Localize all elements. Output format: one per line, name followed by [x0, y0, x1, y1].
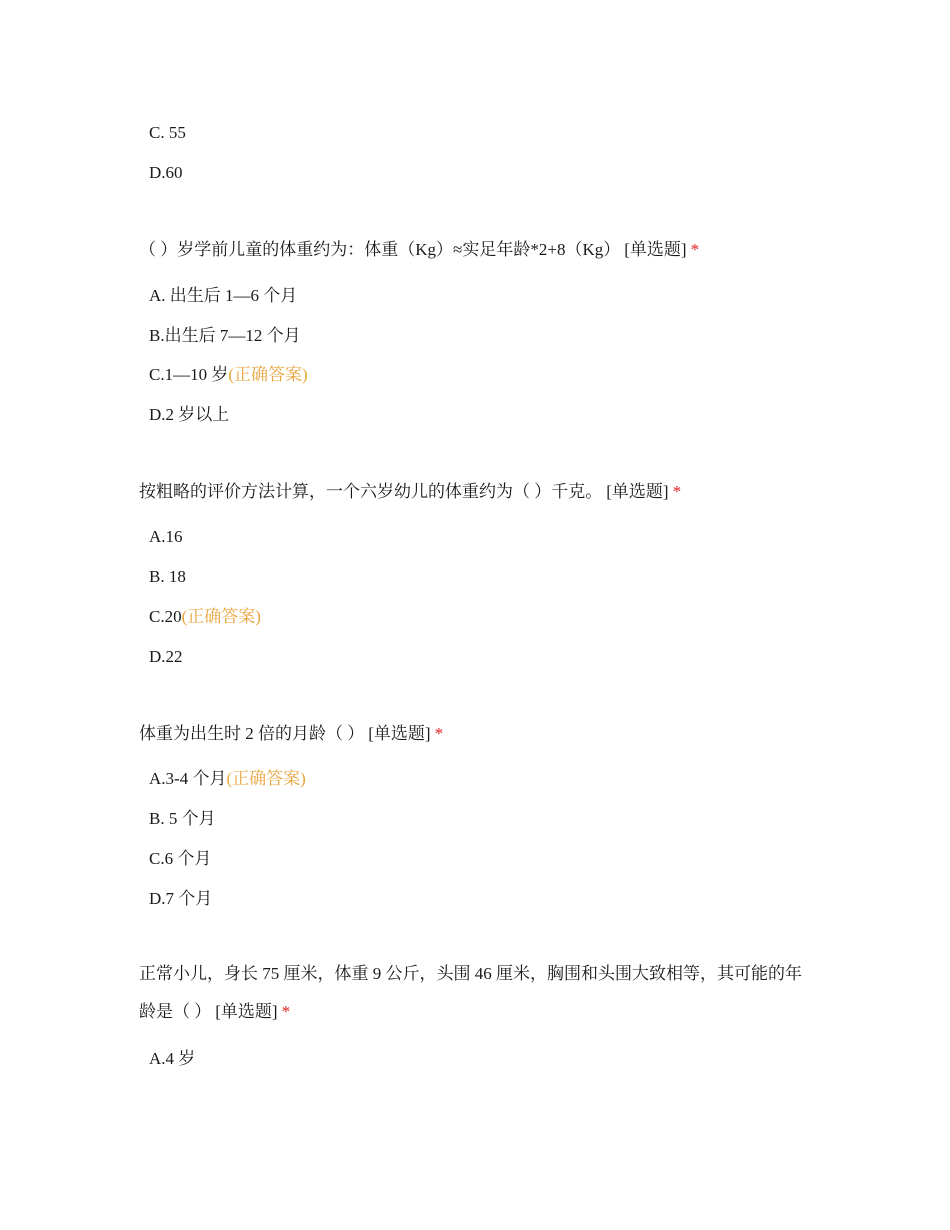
question-2-title [139, 473, 819, 511]
question-text: （ ）岁学前儿童的体重约为：体重（Kg）≈实足年龄*2+8（Kg） [139, 240, 621, 259]
question-1-option-b: B.出生后 7—12 个月 [149, 326, 301, 345]
question-2-option-d: D.22 [149, 647, 183, 666]
question-3-option-c: C.6 个月 [149, 849, 212, 868]
question-3-title [139, 715, 819, 753]
question-text: 按粗略的评价方法计算，一个六岁幼儿的体重约为（ ）千克。 [139, 482, 603, 501]
required-mark: * [434, 724, 444, 743]
question-2-option-a: A.16 [149, 527, 183, 546]
required-mark: * [690, 240, 700, 259]
question-1-option-d: D.2 岁以上 [149, 405, 230, 424]
question-2-option-b: B. 18 [149, 567, 186, 586]
question-text: 正常小儿，身长 75 厘米，体重 9 公斤，头围 46 厘米，胸围和头围大致相等，其可能的年龄是（ ） [139, 964, 802, 1021]
question-2-option-c: C.20(正确答案) [149, 607, 261, 626]
question-1-option-c: C.1—10 岁(正确答案) [149, 365, 308, 384]
question-3-option-b: B. 5 个月 [149, 809, 216, 828]
question-3-option-a: A.3-4 个月(正确答案) [149, 769, 306, 788]
question-type-tag: [单选题] [606, 482, 669, 501]
required-mark: * [281, 1002, 291, 1021]
question-1-option-a: A. 出生后 1—6 个月 [149, 286, 298, 305]
question-4-option-a: A.4 岁 [149, 1049, 196, 1068]
required-mark: * [672, 482, 682, 501]
correct-answer-label: (正确答案) [228, 365, 308, 384]
question-1-title [139, 231, 819, 269]
option-c: C. 55 [149, 123, 186, 142]
correct-answer-label: (正确答案) [181, 607, 261, 626]
correct-answer-label: (正确答案) [226, 769, 306, 788]
question-3-option-d: D.7 个月 [149, 889, 213, 908]
question-type-tag: [单选题] [215, 1002, 278, 1021]
question-text: 体重为出生时 2 倍的月龄（ ） [139, 724, 365, 743]
option-d: D.60 [149, 163, 183, 182]
question-type-tag: [单选题] [624, 240, 687, 259]
question-4-title [139, 955, 811, 1031]
question-type-tag: [单选题] [368, 724, 431, 743]
